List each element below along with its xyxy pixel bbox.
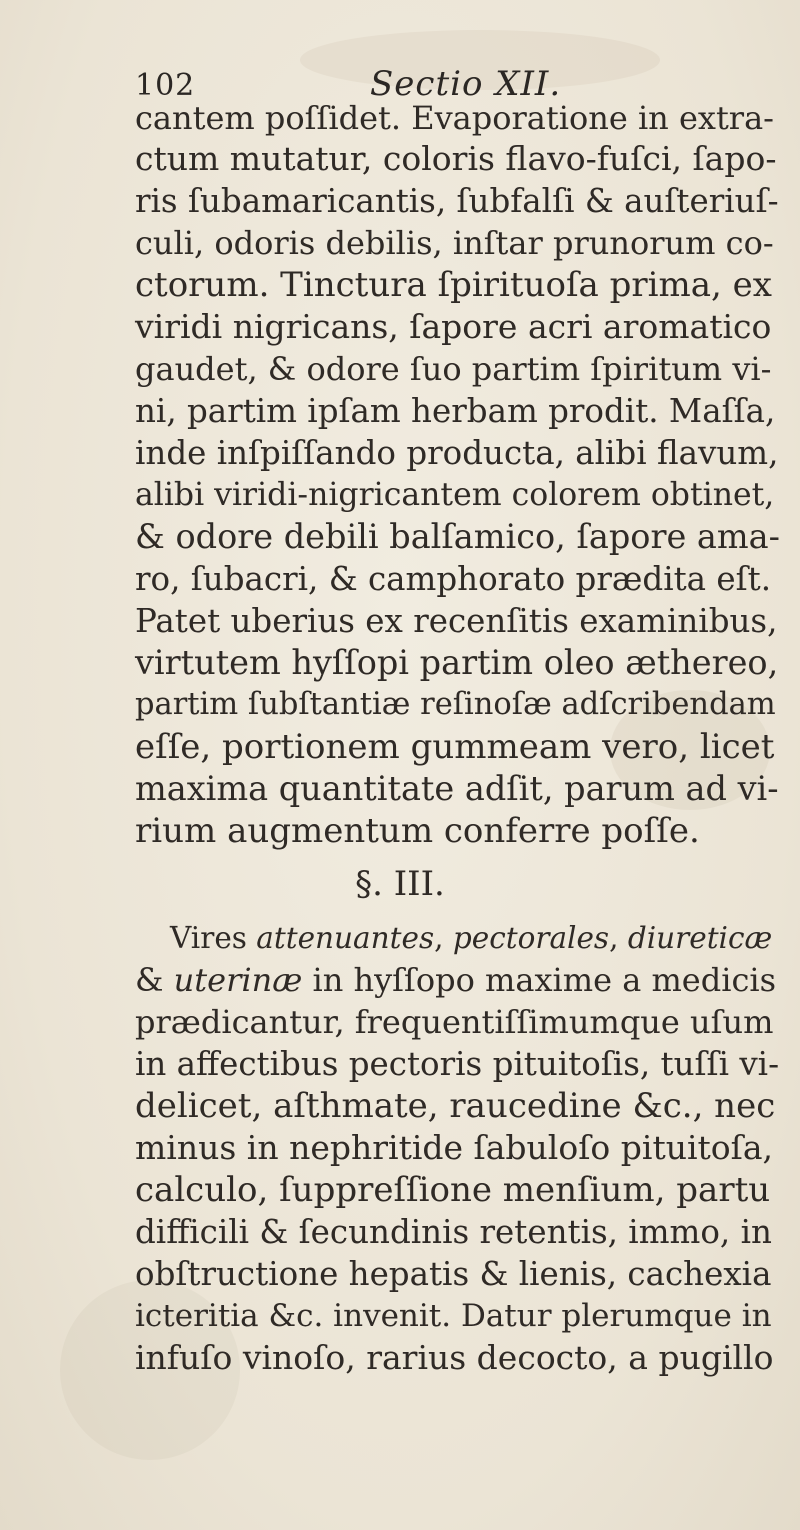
text-line: obſtructione hepatis & lienis, cachexia	[135, 1255, 772, 1293]
text-line: ro, ſubacri, & camphorato prædita eſt.	[135, 560, 772, 598]
italic-term: pectorales	[452, 921, 610, 955]
text-line	[135, 960, 776, 1000]
text-line: inde inſpiſſando producta, alibi flavum,	[135, 434, 779, 472]
running-head: Sectio XII.	[370, 64, 562, 104]
text-line	[170, 918, 772, 958]
page-number: 102	[135, 68, 196, 103]
text-line: icteritia &c. invenit. Datur plerumque in	[135, 1298, 772, 1334]
text-line: gaudet, & odore ſuo partim ſpiritum vi-	[135, 350, 772, 388]
text-line: ni, partim ipſam herbam prodit. Maſſa,	[135, 392, 776, 430]
text-line: eſſe, portionem gummeam vero, licet	[135, 727, 775, 767]
text-line: in affectibus pectoris pituitoſis, tuſſi vi-	[135, 1045, 780, 1083]
italic-term: diureticæ	[627, 921, 773, 955]
text-line: calculo, ſuppreſſione menſium, partu	[135, 1170, 771, 1210]
text-line: ris ſubamaricantis, ſubfalſi & auſteriuſ-	[135, 182, 779, 220]
text-line: partim ſubſtantiæ reſinoſæ adſcribendam	[135, 687, 776, 722]
text-line: ctorum. Tinctura ſpirituoſa prima, ex	[135, 265, 772, 305]
text-run: Vires	[170, 921, 257, 955]
text-line: ctum mutatur, coloris flavo-fuſci, ſapo-	[135, 139, 777, 178]
text-line: infuſo vinoſo, rarius decocto, a pugillo	[135, 1338, 774, 1377]
text-line: virtutem hyſſopi partim oleo æthereo,	[135, 643, 779, 682]
text-run: ,	[609, 921, 628, 955]
text-line: culi, odoris debilis, inſtar prunorum co-	[135, 224, 774, 262]
section-heading: §. III.	[355, 864, 445, 904]
text-line: prædicantur, frequentiſſimumque uſum	[135, 1003, 774, 1041]
text-line: minus in nephritide ſabuloſo pituitoſa,	[135, 1128, 774, 1167]
text-line: alibi viridi-nigricantem colorem obtinet,	[135, 477, 775, 513]
text-run: &	[135, 961, 174, 999]
text-line: difficili & ſecundinis retentis, immo, in	[135, 1213, 772, 1251]
text-line: maxima quantitate adſit, parum ad vi-	[135, 769, 779, 808]
text-line: & odore debili balſamico, ſapore ama-	[135, 517, 780, 556]
text-line: delicet, aſthmate, raucedine &c., nec	[135, 1086, 776, 1126]
text-line: viridi nigricans, ſapore acri aromatico	[135, 307, 772, 346]
text-run: ,	[434, 921, 453, 955]
text-line: Patet uberius ex recenſitis examinibus,	[135, 602, 778, 640]
text-line: rium augmentum conferre poſſe.	[135, 811, 700, 851]
text-line: cantem poſſidet. Evaporatione in extra-	[135, 99, 774, 137]
italic-term: attenuantes	[256, 921, 435, 955]
text-run: in hyſſopo maxime a medicis	[302, 961, 777, 999]
italic-term: uterinæ	[173, 961, 303, 999]
